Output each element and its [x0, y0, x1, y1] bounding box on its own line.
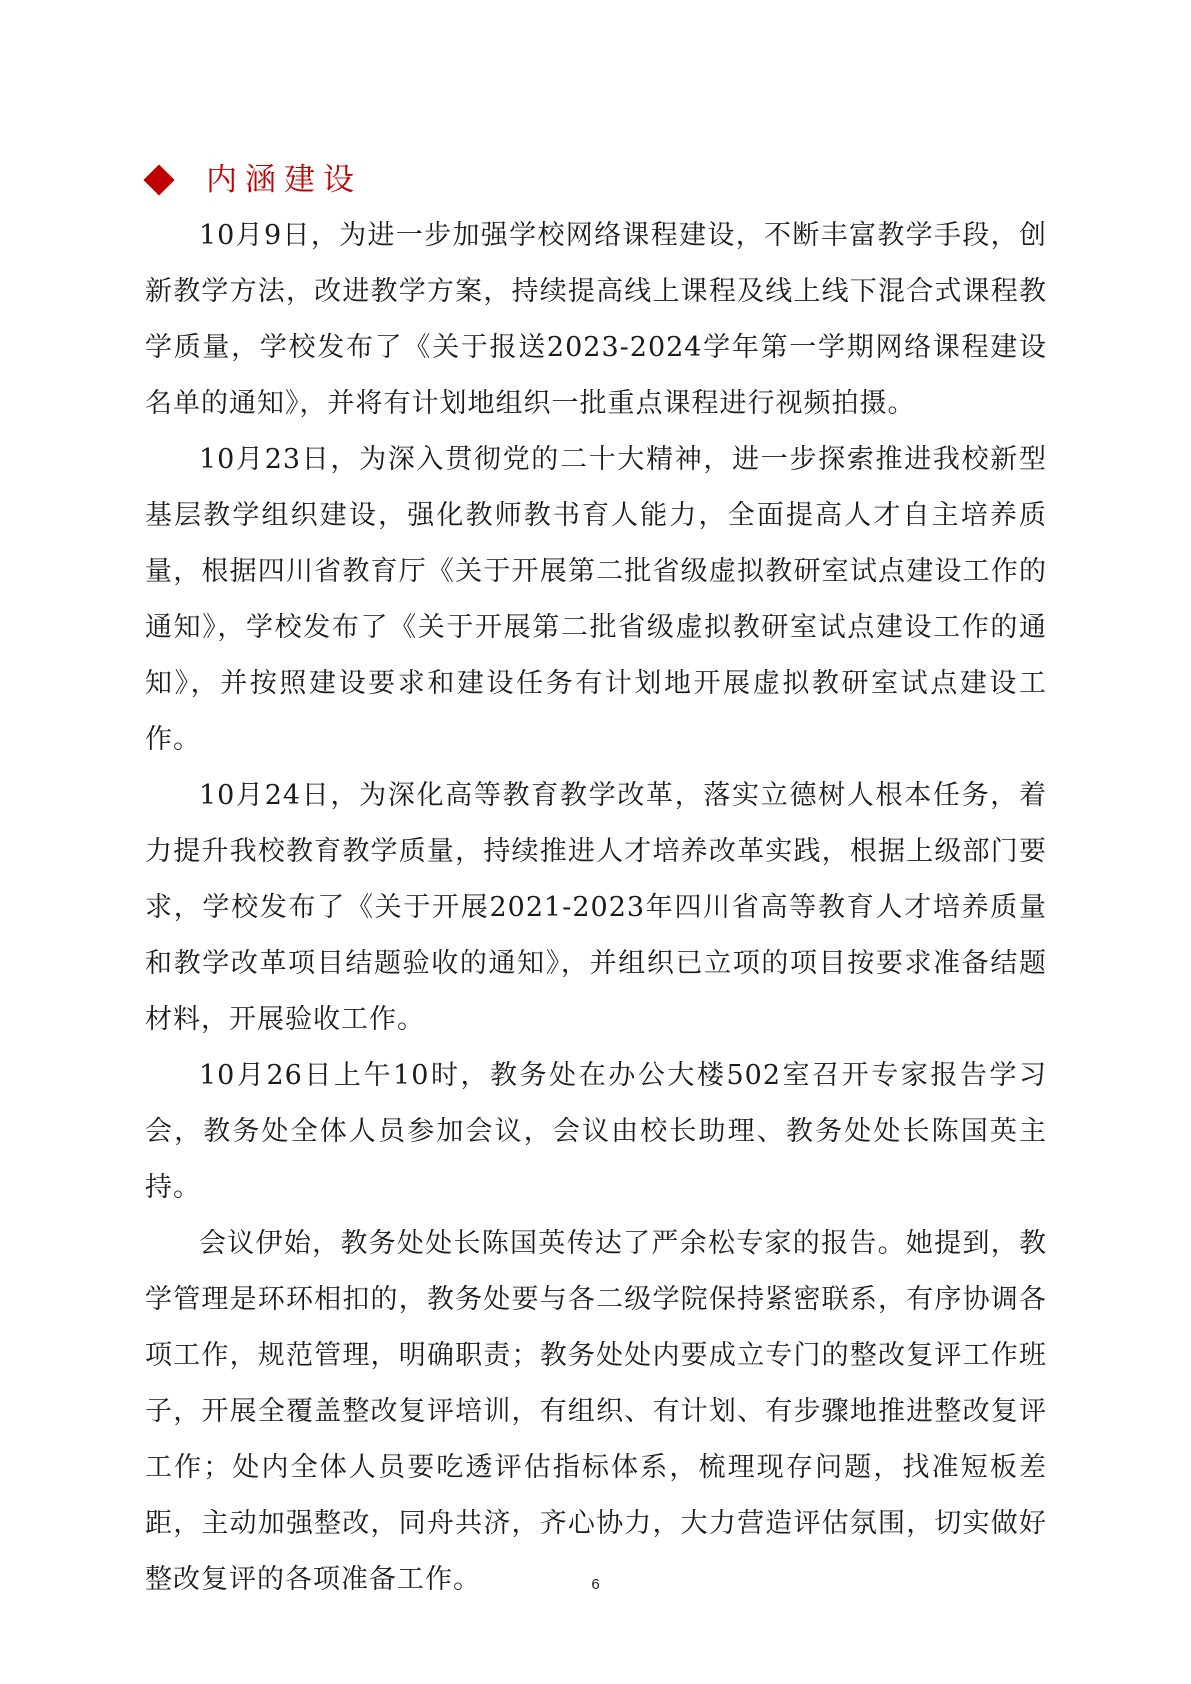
body-text [145, 208, 1047, 1608]
page-number: 6 [591, 1576, 600, 1593]
section-heading [142, 158, 362, 202]
paragraph-oct-23: 10月23日，为深入贯彻党的二十大精神，进一步探索推进我校新型基层教学组织建设，强化教师教书育人能力，全面提高人才自主培养质量，根据四川省教育厅《关于开展第二批省级虚拟教研室试点建设工作的通知》，学校发布了《关于开展第二批省级虚拟教研室试点建设工作的通知》，并按照建设要求和建设任务有计划地开展虚拟教研室试点建设工作。 [145, 444, 1047, 755]
section-title: 内涵建设 [206, 162, 362, 198]
paragraph-oct-9: 10月9日，为进一步加强学校网络课程建设，不断丰富教学手段，创新教学方法，改进教学方案，持续提高线上课程及线上线下混合式课程教学质量，学校发布了《关于报送2023-2024学年第一学期网络课程建设名单的通知》，并将有计划地组织一批重点课程进行视频拍摄。 [145, 220, 1047, 419]
paragraph-meeting-report: 会议伊始，教务处处长陈国英传达了严余松专家的报告。她提到，教学管理是环环相扣的，教务处要与各二级学院保持紧密联系，有序协调各项工作，规范管理，明确职责；教务处处内要成立专门的整改复评工作班子，开展全覆盖整改复评培训，有组织、有计划、有步骤地推进整改复评工作；处内全体人员要吃透评估指标体系，梳理现存问题，找准短板差距，主动加强整改，同舟共济，齐心协力，大力营造评估氛围，切实做好整改复评的各项准备工作。 [145, 1228, 1047, 1595]
diamond-bullet-icon [143, 164, 174, 195]
paragraph-oct-24: 10月24日，为深化高等教育教学改革，落实立德树人根本任务，着力提升我校教育教学质量，持续推进人才培养改革实践，根据上级部门要求，学校发布了《关于开展2021-2023年四川省高等教育人才培养质量和教学改革项目结题验收的通知》，并组织已立项的项目按要求准备结题材料，开展验收工作。 [145, 780, 1047, 1035]
paragraph-oct-26: 10月26日上午10时，教务处在办公大楼502室召开专家报告学习会，教务处全体人员参加会议，会议由校长助理、教务处处长陈国英主持。 [145, 1060, 1047, 1203]
